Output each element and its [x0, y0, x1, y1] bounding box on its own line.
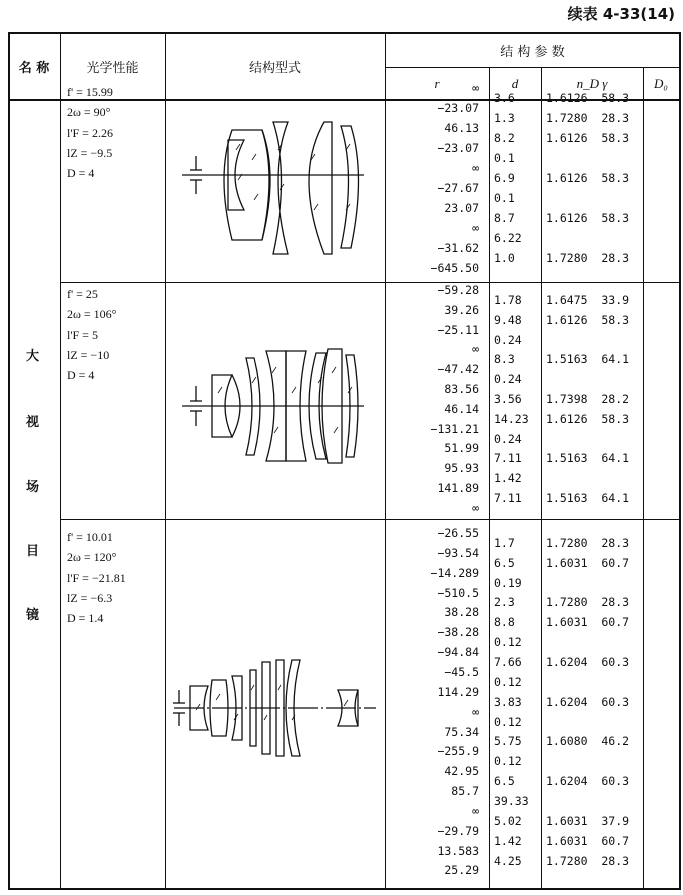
- radius-value: −510.5: [437, 585, 479, 600]
- column-line: [679, 32, 681, 890]
- radius-value: ∞: [472, 161, 479, 175]
- table-bottom-border: [8, 888, 680, 890]
- index-abbe-value: 1.6031 37.9: [546, 813, 630, 828]
- radius-value: 114.29: [437, 684, 479, 699]
- thickness-value: 0.12: [494, 714, 522, 729]
- column-line: [541, 67, 542, 890]
- thickness-value: 5.02: [494, 813, 522, 828]
- thickness-value: 8.8: [494, 615, 515, 630]
- thickness-value: 1.0: [494, 251, 515, 265]
- optical-spec: l'F = 5: [67, 327, 98, 342]
- index-abbe-value: 1.6126 58.3: [546, 91, 630, 105]
- optical-spec: D = 1.4: [67, 611, 104, 626]
- lens-diagram-3: [166, 520, 385, 888]
- index-abbe-value: 1.5163 64.1: [546, 352, 630, 367]
- thickness-value: 3.83: [494, 694, 522, 709]
- thickness-value: 0.19: [494, 575, 522, 590]
- category-char: 大: [26, 349, 40, 364]
- optical-spec: 2ω = 120°: [67, 550, 117, 565]
- radius-value: ∞: [472, 500, 479, 515]
- thickness-value: 1.3: [494, 111, 515, 125]
- thickness-value: 3.56: [494, 391, 522, 406]
- thickness-value: 0.24: [494, 431, 522, 446]
- header-divider: [385, 67, 680, 68]
- radius-value: −27.67: [437, 181, 479, 195]
- category-char: 目: [26, 544, 40, 559]
- category-char: 场: [26, 480, 40, 495]
- index-abbe-value: 1.6126 58.3: [546, 312, 630, 327]
- index-abbe-value: 1.7280 28.3: [546, 535, 630, 550]
- optical-spec: 2ω = 106°: [67, 307, 117, 322]
- thickness-value: 4.25: [494, 853, 522, 868]
- column-line: [489, 67, 490, 890]
- thickness-value: 0.12: [494, 674, 522, 689]
- radius-value: 95.93: [444, 461, 479, 476]
- header-optical: 光学性能: [86, 61, 139, 76]
- optical-spec: D = 4: [67, 368, 95, 383]
- table-title: 续表 4-33(14): [567, 5, 675, 23]
- radius-value: −47.42: [437, 362, 479, 377]
- index-abbe-value: 1.6204 60.3: [546, 694, 630, 709]
- radius-value: −26.55: [437, 526, 479, 540]
- optical-spec: l'F = 2.26: [67, 125, 113, 140]
- thickness-value: 9.48: [494, 312, 522, 327]
- thickness-value: 8.7: [494, 211, 515, 225]
- index-abbe-value: 1.6080 46.2: [546, 734, 630, 749]
- optical-spec: lZ = −10: [67, 347, 110, 362]
- thickness-value: 0.24: [494, 372, 522, 387]
- optical-spec: D = 4: [67, 166, 95, 181]
- index-abbe-value: 1.6475 33.9: [546, 292, 630, 307]
- index-abbe-value: 1.5163 64.1: [546, 451, 630, 466]
- optical-spec: f' = 15.99: [67, 85, 113, 99]
- optical-spec: lZ = −9.5: [67, 145, 113, 160]
- category-char: 视: [26, 415, 40, 430]
- radius-value: ∞: [472, 704, 479, 719]
- radius-value: ∞: [472, 81, 479, 95]
- index-abbe-value: 1.6031 60.7: [546, 833, 630, 848]
- radius-value: 23.07: [444, 201, 479, 215]
- radius-value: −29.79: [437, 823, 479, 838]
- table-top-border: [8, 32, 680, 34]
- index-abbe-value: 1.7280 28.3: [546, 595, 630, 610]
- header-params: 结 构 参 数: [500, 45, 565, 60]
- index-abbe-value: 1.7398 28.2: [546, 391, 630, 406]
- thickness-value: 14.23: [494, 411, 529, 426]
- thickness-value: 0.12: [494, 754, 522, 769]
- thickness-value: 7.11: [494, 451, 522, 466]
- thickness-value: 39.33: [494, 793, 529, 808]
- thickness-value: 7.66: [494, 655, 522, 670]
- radius-value: −31.62: [437, 241, 479, 255]
- thickness-value: 3.6: [494, 91, 515, 105]
- radius-value: 141.89: [437, 481, 479, 495]
- thickness-value: 7.11: [494, 490, 522, 505]
- radius-value: 46.14: [444, 401, 479, 416]
- radius-value: −255.9: [437, 744, 479, 759]
- radius-value: 25.29: [444, 863, 479, 878]
- radius-value: 75.34: [444, 724, 479, 739]
- radius-value: −14.289: [430, 565, 479, 580]
- thickness-value: 6.9: [494, 171, 515, 185]
- radius-value: −131.21: [430, 421, 479, 436]
- thickness-value: 6.22: [494, 231, 522, 245]
- radius-value: −23.07: [437, 141, 479, 155]
- thickness-value: 0.12: [494, 635, 522, 650]
- thickness-value: 8.2: [494, 131, 515, 145]
- optical-spec: l'F = −21.81: [67, 570, 126, 585]
- radius-value: 85.7: [451, 784, 479, 799]
- index-abbe-value: 1.6031 60.7: [546, 555, 630, 570]
- radius-value: 42.95: [444, 764, 479, 779]
- header-r: r: [434, 76, 440, 91]
- column-line: [60, 32, 61, 890]
- radius-value: −645.50: [430, 261, 479, 275]
- radius-value: −23.07: [437, 101, 479, 115]
- radius-value: 39.26: [444, 302, 479, 317]
- lens-diagram-1: [166, 100, 385, 282]
- lens-diagram-2: [166, 283, 385, 519]
- header-d0: D₀: [654, 76, 668, 91]
- index-abbe-value: 1.5163 64.1: [546, 490, 630, 505]
- radius-value: −93.54: [437, 545, 479, 560]
- index-abbe-value: 1.6126 58.3: [546, 171, 630, 185]
- thickness-value: 0.1: [494, 191, 515, 205]
- index-abbe-value: 1.7280 28.3: [546, 111, 630, 125]
- radius-value: −25.11: [437, 322, 479, 337]
- thickness-value: 2.3: [494, 595, 515, 610]
- category-char: 镜: [26, 608, 40, 623]
- optical-spec: f' = 10.01: [67, 530, 113, 544]
- radius-value: 13.583: [437, 843, 479, 858]
- radius-value: 51.99: [444, 441, 479, 456]
- thickness-value: 8.3: [494, 352, 515, 367]
- index-abbe-value: 1.6126 58.3: [546, 211, 630, 225]
- radius-value: ∞: [472, 803, 479, 818]
- optical-spec: 2ω = 90°: [67, 105, 111, 120]
- index-abbe-value: 1.6204 60.3: [546, 774, 630, 789]
- optical-spec: lZ = −6.3: [67, 590, 113, 605]
- index-abbe-value: 1.7280 28.3: [546, 853, 630, 868]
- radius-value: −59.28: [437, 283, 479, 297]
- thickness-value: 1.42: [494, 471, 522, 486]
- thickness-value: 5.75: [494, 734, 522, 749]
- header-d: d: [511, 76, 519, 91]
- index-abbe-value: 1.6204 60.3: [546, 655, 630, 670]
- index-abbe-value: 1.6126 58.3: [546, 131, 630, 145]
- thickness-value: 1.78: [494, 292, 522, 307]
- header-structure: 结构型式: [248, 61, 301, 76]
- radius-value: ∞: [472, 221, 479, 235]
- column-line: [643, 67, 644, 890]
- index-abbe-value: 1.6031 60.7: [546, 615, 630, 630]
- column-line: [8, 32, 10, 890]
- radius-value: 83.56: [444, 382, 479, 396]
- thickness-value: 6.5: [494, 555, 515, 570]
- thickness-value: 1.7: [494, 535, 515, 550]
- header-name: 名 称: [18, 61, 50, 76]
- radius-value: −45.5: [444, 664, 479, 679]
- radius-value: 46.13: [444, 121, 479, 135]
- radius-value: ∞: [472, 342, 479, 357]
- index-abbe-value: 1.7280 28.3: [546, 251, 630, 265]
- radius-value: −38.28: [437, 625, 479, 640]
- thickness-value: 0.1: [494, 151, 515, 165]
- thickness-value: 0.24: [494, 332, 522, 347]
- radius-value: 38.28: [444, 605, 479, 620]
- thickness-value: 6.5: [494, 774, 515, 789]
- index-abbe-value: 1.6126 58.3: [546, 411, 630, 426]
- radius-value: −94.84: [437, 645, 479, 660]
- thickness-value: 1.42: [494, 833, 522, 848]
- header-nd-gamma: n_D γ: [576, 76, 608, 91]
- optical-spec: f' = 25: [67, 287, 98, 301]
